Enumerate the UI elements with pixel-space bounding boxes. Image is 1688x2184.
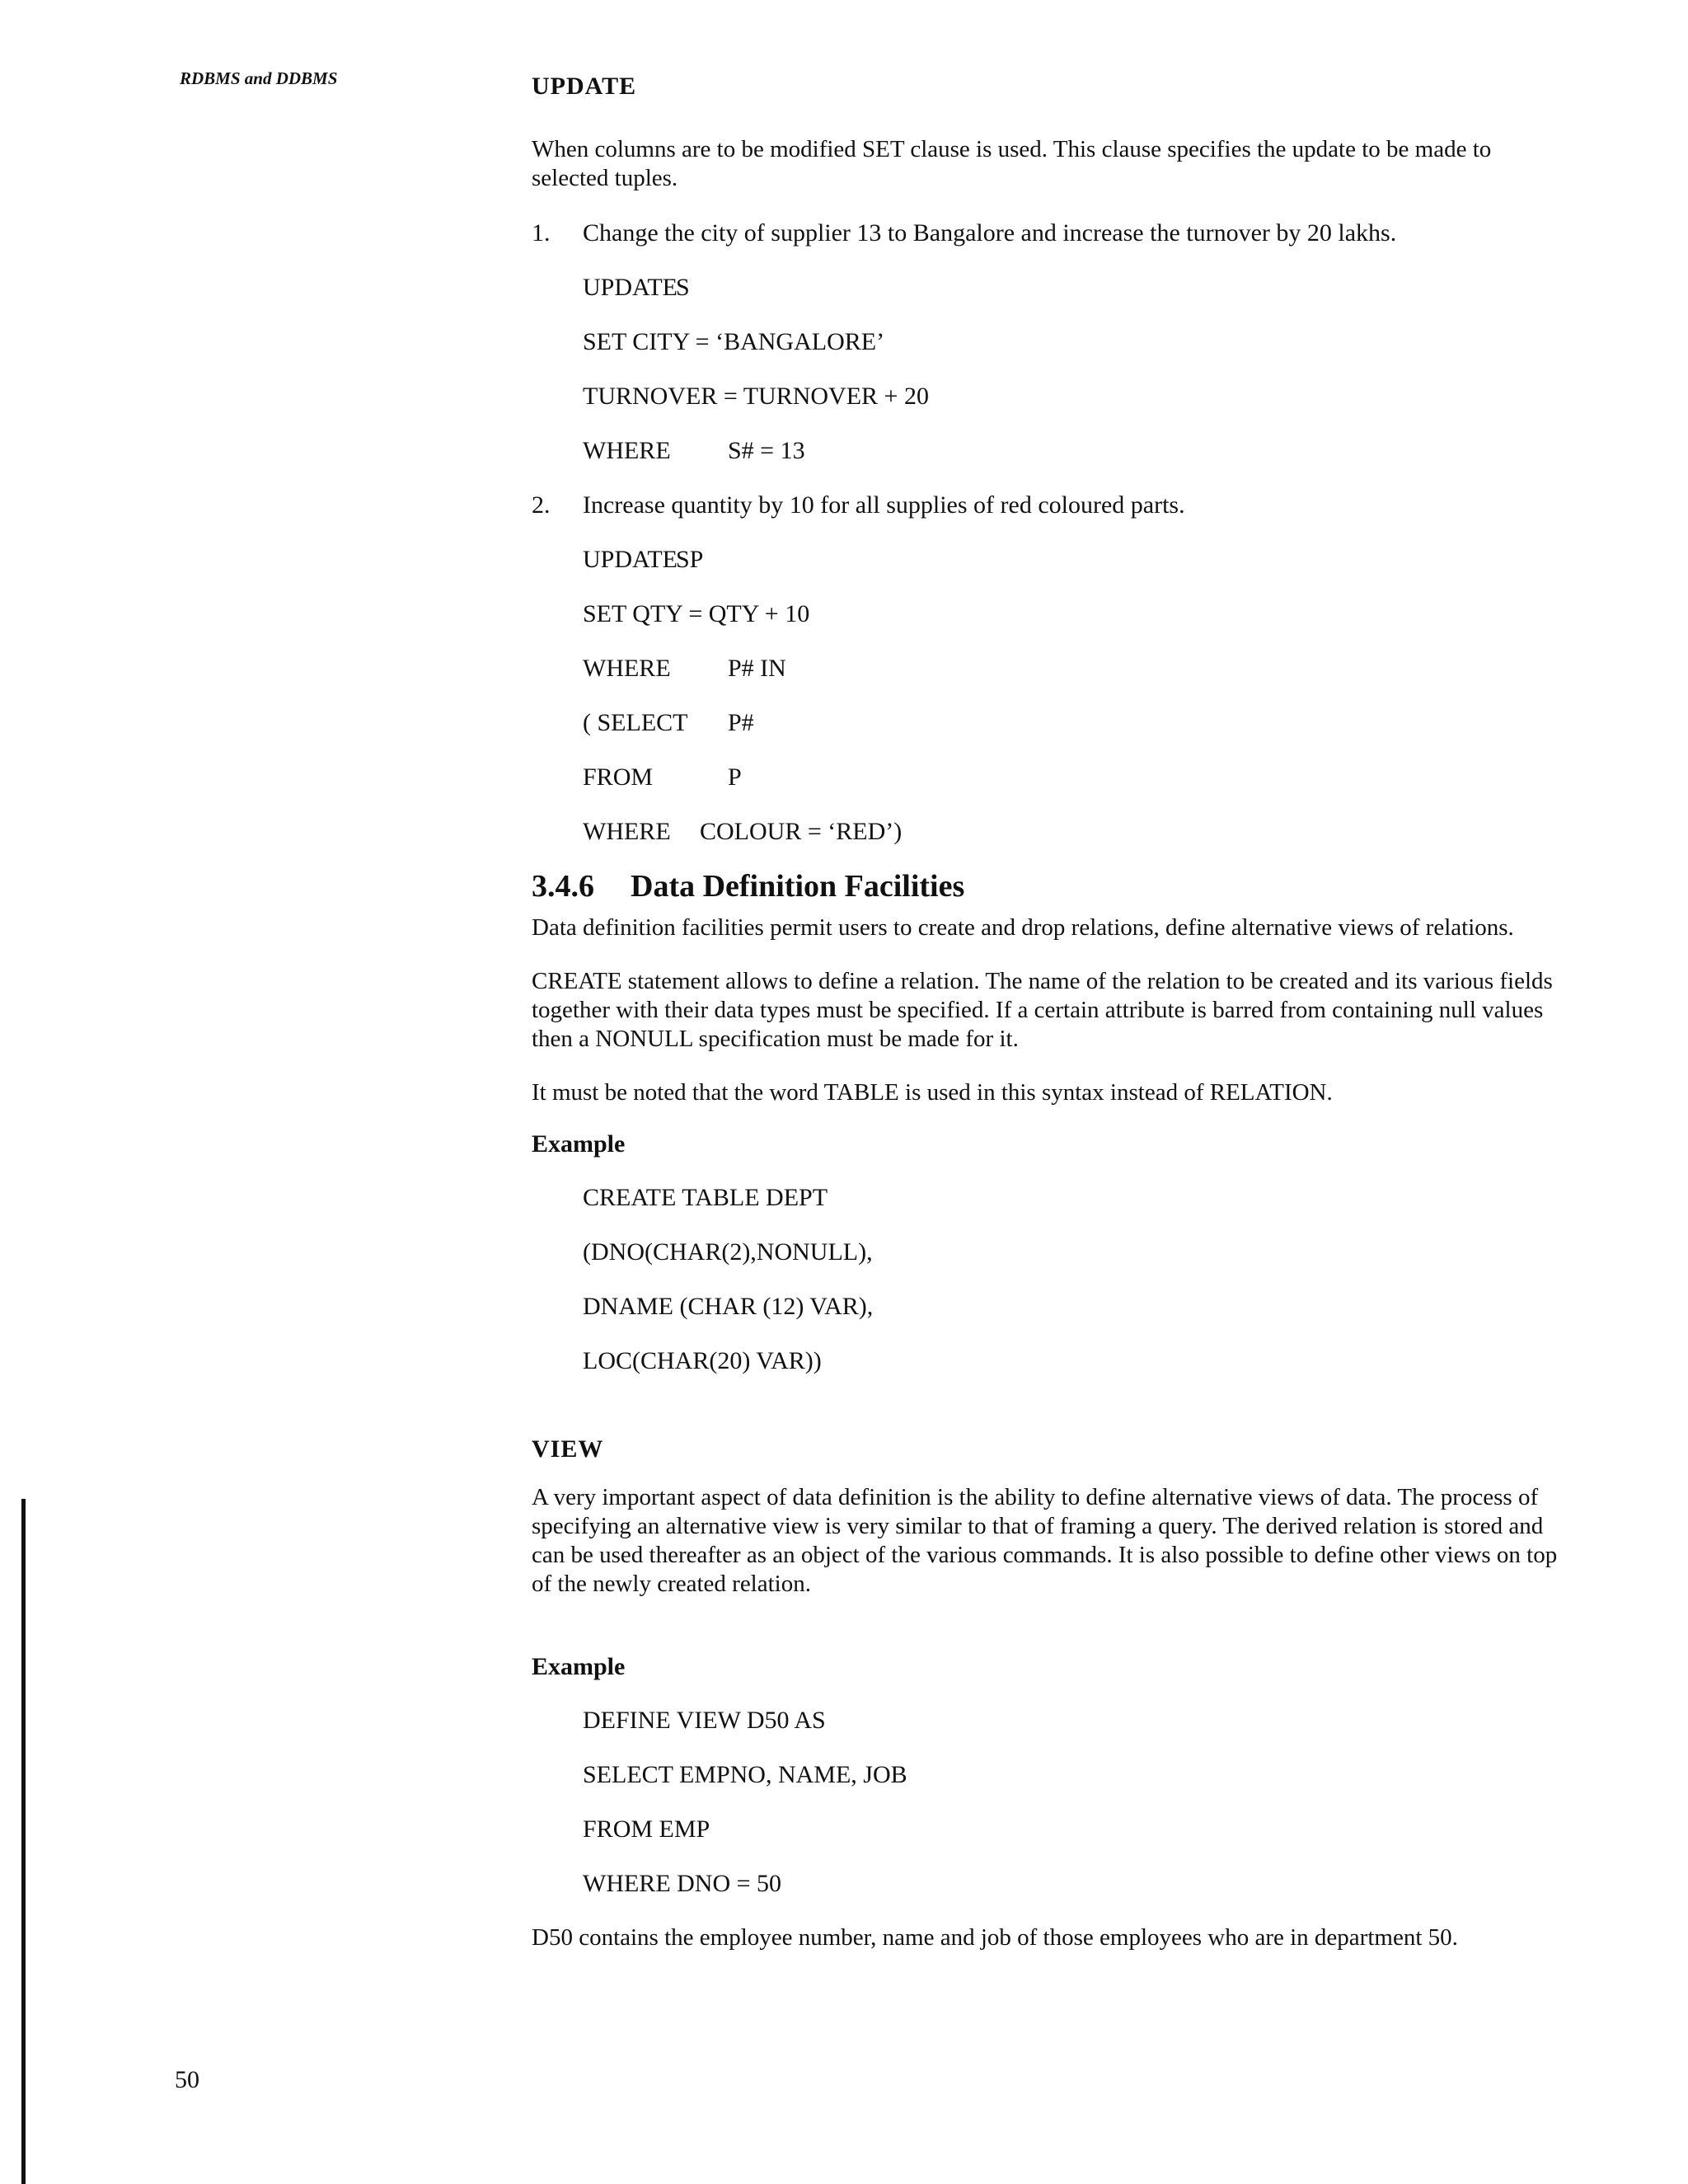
code-line: TURNOVER = TURNOVER + 20 xyxy=(583,383,929,410)
code-line: ( SELECT P# xyxy=(583,709,754,736)
example-label: Example xyxy=(532,1653,626,1680)
ddf-paragraph-3: It must be noted that the word TABLE is used in this syntax instead of RELATION. xyxy=(532,1079,1333,1106)
code-line: SET QTY = QTY + 10 xyxy=(583,600,810,627)
code-line: (DNO(CHAR(2),NONULL), xyxy=(583,1238,873,1266)
list-item-2 xyxy=(532,491,1562,520)
code-line: CREATE TABLE DEPT xyxy=(583,1184,828,1211)
code-line: DEFINE VIEW D50 AS xyxy=(583,1707,826,1734)
section-title-update: UPDATE xyxy=(532,73,637,100)
page-edge-rule xyxy=(21,1499,26,2184)
section-heading-title: Data Definition Facilities xyxy=(631,869,965,904)
section-title-view: VIEW xyxy=(532,1435,604,1463)
code-line: FROM P xyxy=(583,763,742,791)
list-item-text: Change the city of supplier 13 to Bangalore and increase the turnover by 20 lakhs. xyxy=(583,219,1397,247)
section-heading-number: 3.4.6 xyxy=(532,869,594,904)
code-block-update-1 xyxy=(532,273,1562,491)
list-item-1 xyxy=(532,218,1562,248)
code-line: WHERE S# = 13 xyxy=(583,437,805,464)
code-line: UPDATE SP xyxy=(583,546,704,573)
code-line: WHERE P# IN xyxy=(583,655,786,682)
code-line: LOC(CHAR(20) VAR)) xyxy=(583,1347,822,1374)
code-block-create-table xyxy=(532,1183,1562,1401)
list-item-number: 1. xyxy=(532,219,551,247)
code-line: WHERE DNO = 50 xyxy=(583,1870,782,1897)
code-line: UPDATE S xyxy=(583,274,690,301)
view-paragraph: A very important aspect of data definition is the ability to define alternative views of data. The process of specifying an alternative view is very similar to that of framing a query. The derived relation is stored and can be used thereafter as an object of the various commands. It is also possible to define other views on top of the newly created relation. xyxy=(532,1484,1558,1597)
code-block-update-2 xyxy=(532,545,1562,871)
ddf-paragraph-1: Data definition facilities permit users to create and drop relations, define alternative views of relations. xyxy=(532,914,1514,941)
code-line: SELECT EMPNO, NAME, JOB xyxy=(583,1761,907,1788)
code-block-define-view xyxy=(532,1706,1562,1923)
section-heading-data-definition xyxy=(532,868,1562,904)
code-line: SET CITY = ‘BANGALORE’ xyxy=(583,328,885,355)
code-line: WHERE COLOUR = ‘RED’) xyxy=(583,818,903,845)
code-line: DNAME (CHAR (12) VAR), xyxy=(583,1293,874,1320)
example-label: Example xyxy=(532,1130,626,1158)
view-closing-paragraph: D50 contains the employee number, name and job of those employees who are in department 50. xyxy=(532,1924,1458,1951)
list-item-number: 2. xyxy=(532,491,551,519)
page-content xyxy=(532,73,1562,1952)
list-item-text: Increase quantity by 10 for all supplies of red coloured parts. xyxy=(583,491,1185,519)
update-intro: When columns are to be modified SET clause is used. This clause specifies the update to be made to selected tuples. xyxy=(532,136,1492,191)
running-header: RDBMS and DDBMS xyxy=(180,68,338,88)
ddf-paragraph-2: CREATE statement allows to define a relation. The name of the relation to be created and its various fields together with their data types must be specified. If a certain attribute is barred from containing null values then a NONULL specification must be made for it. xyxy=(532,968,1553,1052)
code-line: FROM EMP xyxy=(583,1815,710,1843)
page-number: 50 xyxy=(175,2066,199,2093)
